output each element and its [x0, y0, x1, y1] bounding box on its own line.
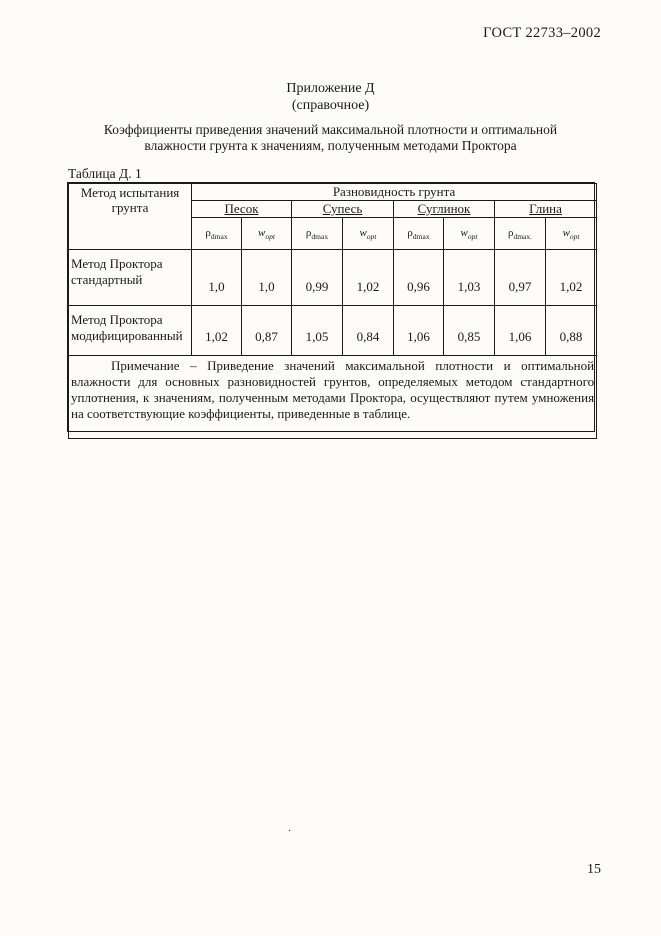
value-cell: 0,84 [343, 306, 394, 356]
symbol-subscript: dmax [412, 231, 430, 241]
soil-kind-header: Разновидность грунта [192, 184, 597, 201]
coefficients-table-grid [68, 183, 597, 439]
table-note-text: Примечание – Приведение значений максимальной плотности и оптимальной влажности для основных разновидностей грунтов, определяемых методом стандартного уплотнения, к значениям, полученным методами Проктора, осуществляют путем умножения на соответствующие коэффициенты, приведенные в таблице. [71, 358, 595, 421]
value-cell: 0,99 [292, 250, 343, 306]
symbol-subscript: dmax [311, 231, 329, 241]
table-label: Таблица Д. 1 [68, 166, 142, 181]
appendix-subtitle: (справочное) [291, 98, 370, 113]
symbol-subscript: opt [467, 231, 478, 241]
soil-header-label: Глина [529, 201, 562, 216]
caption-line-2: влажности грунта к значениям, полученным методами Проктора [144, 138, 517, 153]
symbol-cell [394, 218, 444, 250]
symbol-cell [546, 218, 597, 250]
value-cell: 1,02 [192, 306, 242, 356]
symbol-cell [242, 218, 292, 250]
symbol-base: ρ [407, 226, 413, 239]
value-cell: 0,85 [444, 306, 495, 356]
value-cell: 1,02 [546, 250, 597, 306]
table-caption [0, 122, 661, 154]
soil-header [394, 201, 495, 218]
symbol-base: w [460, 226, 468, 239]
appendix-heading [0, 80, 661, 114]
caption-line-1: Коэффициенты приведения значений максимальной плотности и оптимальной [103, 122, 558, 137]
appendix-title: Приложение Д [286, 81, 375, 96]
page-number: 15 [587, 862, 601, 877]
value-cell: 1,0 [192, 250, 242, 306]
value-cell: 1,06 [394, 306, 444, 356]
document-code: ГОСТ 22733–2002 [483, 25, 601, 41]
value-cell: 0,97 [495, 250, 546, 306]
row-label-modified: Метод Проктора модифицированный [69, 306, 192, 356]
symbol-base: w [359, 226, 367, 239]
symbol-subscript: dmax. [513, 231, 533, 241]
soil-header [495, 201, 597, 218]
symbol-base: ρ [205, 226, 211, 239]
soil-header-label: Песок [224, 201, 259, 216]
symbol-base: ρ [305, 226, 312, 239]
symbol-base: w [562, 226, 570, 239]
symbol-base: ρ [507, 226, 514, 239]
symbol-subscript: opt [366, 231, 377, 241]
value-cell: 1,05 [292, 306, 343, 356]
symbol-cell [495, 218, 546, 250]
symbol-cell [444, 218, 495, 250]
symbol-cell [192, 218, 242, 250]
symbol-subscript: dmax [210, 231, 228, 241]
soil-header [192, 201, 292, 218]
value-cell: 1,0 [242, 250, 292, 306]
stray-dot: · [288, 826, 292, 837]
symbol-subscript: opt [265, 231, 275, 241]
symbol-subscript: opt [569, 231, 580, 241]
soil-header-label: Суглинок [417, 201, 471, 216]
value-cell: 0,88 [546, 306, 597, 356]
coefficients-table [67, 182, 595, 432]
value-cell: 1,06 [495, 306, 546, 356]
value-cell: 0,96 [394, 250, 444, 306]
soil-header-label: Супесь [322, 201, 363, 216]
value-cell: 1,03 [444, 250, 495, 306]
row-label-standard: Метод Проктора стандартный [69, 250, 192, 306]
symbol-cell [343, 218, 394, 250]
symbol-base: w [258, 226, 266, 239]
value-cell: 1,02 [343, 250, 394, 306]
symbol-cell [292, 218, 343, 250]
table-note [69, 356, 597, 439]
soil-header [292, 201, 394, 218]
value-cell: 0,87 [242, 306, 292, 356]
method-column-header: Метод испытания грунта [69, 184, 192, 250]
